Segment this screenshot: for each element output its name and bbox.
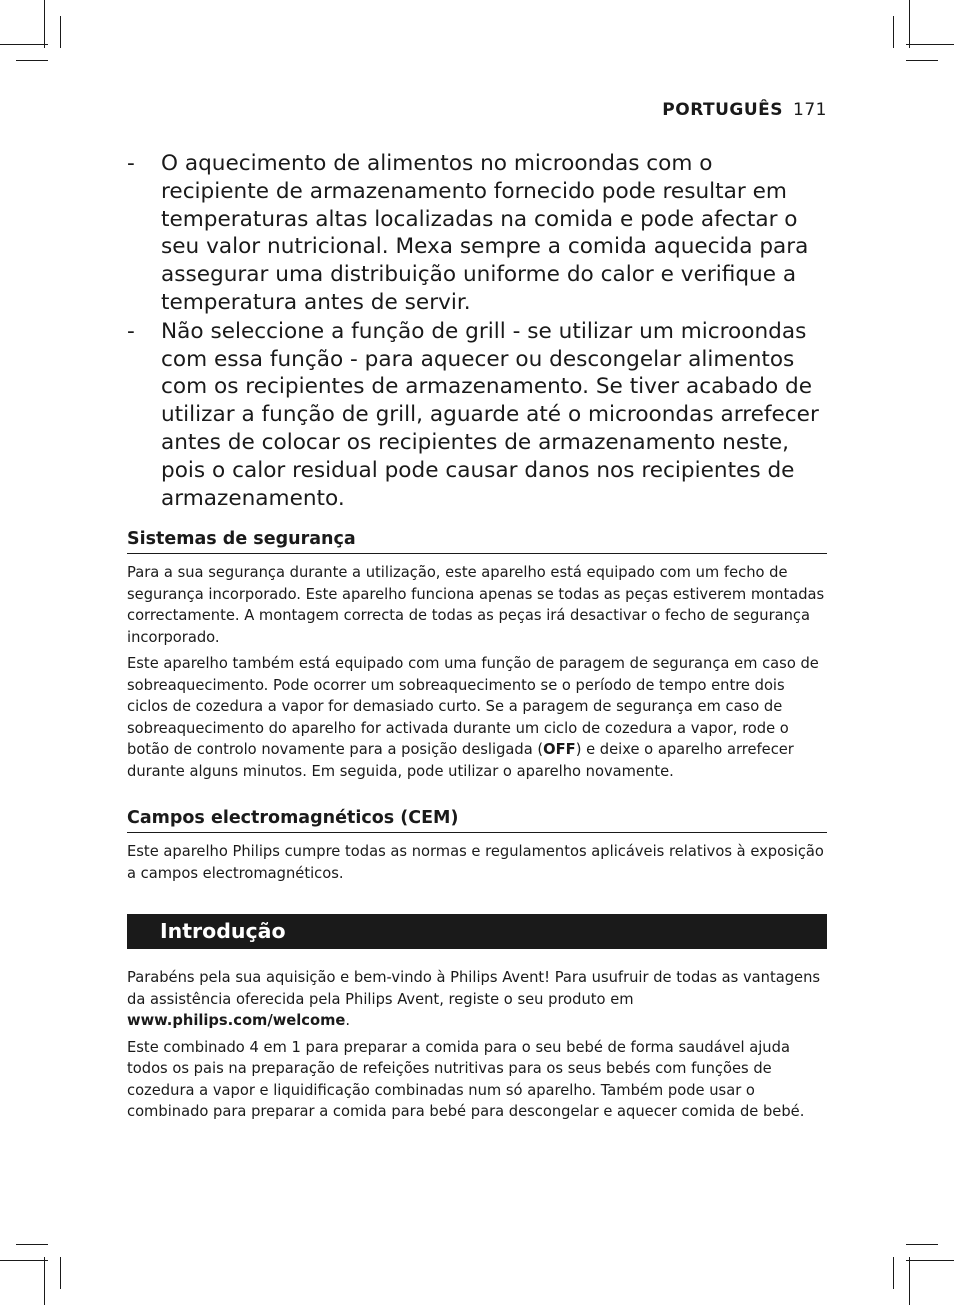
crop-mark <box>909 1257 910 1305</box>
crop-mark <box>906 1260 954 1261</box>
text-span: Parabéns pela sua aquisição e bem-vindo à Philips Avent! Para usufruir de todas as vantagens da assistência oferecida pela Philips Avent, registe o seu produto em <box>127 969 821 1008</box>
section-title-safety: Sistemas de segurança <box>127 529 827 554</box>
text-span: Este aparelho também está equipado com uma função de paragem de segurança em caso de sobreaquecimento. Pode ocorrer um sobreaquecimento se o período de tempo entre dois ciclos de cozedura a vapor for demasiado curto. Se a paragem de segurança em caso de sobreaquecimento do aparelho for activada durante um ciclo de cozedura a vapor, rode o botão de controlo novamente para a posição desligada ( <box>127 655 819 759</box>
crop-mark <box>909 0 910 48</box>
section-banner-intro: Introdução <box>127 914 827 949</box>
crop-mark <box>44 1257 45 1305</box>
list-item <box>127 150 827 317</box>
crop-mark <box>906 1244 938 1245</box>
crop-mark <box>16 60 48 61</box>
intro-paragraph-1 <box>127 967 827 1032</box>
list-item-text: Não seleccione a função de grill - se utilizar um microondas com essa função - para aquecer ou descongelar alimentos com os recipientes de armazenamento. Se tiver acabado de utilizar a função de grill, aguarde até o microondas arrefecer antes de colocar os recipientes de armazenamento neste, pois o calor residual pode causar danos nos recipientes de armazenamento. <box>161 318 819 511</box>
section-title-emf: Campos electromagnéticos (CEM) <box>127 808 827 833</box>
safety-paragraph-2 <box>127 653 827 782</box>
bullet-dash: - <box>127 318 135 344</box>
page-number: 171 <box>793 100 827 120</box>
text-span: ) e deixe o aparelho arrefecer durante alguns minutos. Em seguida, pode utilizar o aparelho novamente. <box>127 741 794 780</box>
website-link[interactable]: www.philips.com/welcome <box>127 1012 346 1030</box>
off-label: OFF <box>543 741 576 759</box>
crop-mark <box>44 0 45 48</box>
list-item-text: O aquecimento de alimentos no microondas com o recipiente de armazenamento fornecido pode resultar em temperaturas altas localizadas na comida e pode afectar o seu valor nutricional. Mexa sempre a comida aquecida para assegurar uma distribuição uniforme do calor e verifique a temperatura antes de servir. <box>161 151 809 315</box>
crop-mark <box>16 1244 48 1245</box>
page-content <box>127 150 827 1128</box>
crop-mark <box>906 60 938 61</box>
crop-mark <box>0 44 48 45</box>
crop-mark <box>906 44 954 45</box>
language-label: PORTUGUÊS <box>662 100 784 120</box>
emf-paragraph: Este aparelho Philips cumpre todas as normas e regulamentos aplicáveis relativos à exposição a campos electromagnéticos. <box>127 843 824 882</box>
intro-paragraph-2: Este combinado 4 em 1 para preparar a comida para o seu bebé de forma saudável ajuda todos os pais na preparação de refeições nutritivas para os seus bebés com funções de cozedura a vapor e liquidificação combinadas num só aparelho. Também pode usar o combinado para preparar a comida para bebé para descongelar e aquecer comida de bebé. <box>127 1038 805 1121</box>
warning-list <box>127 150 827 512</box>
crop-mark <box>893 1257 894 1289</box>
crop-mark <box>60 1257 61 1289</box>
crop-mark <box>60 16 61 48</box>
list-item <box>127 318 827 513</box>
crop-mark <box>893 16 894 48</box>
text-span: . <box>345 1012 351 1030</box>
crop-mark <box>0 1260 48 1261</box>
bullet-dash: - <box>127 151 135 176</box>
safety-paragraph-1: Para a sua segurança durante a utilização, este aparelho está equipado com um fecho de segurança incorporado. Este aparelho funciona apenas se todas as peças estiverem montadas correctamente. A montagem correcta de todas as peças irá desactivar o fecho de segurança incorporado. <box>127 564 825 646</box>
page-header <box>662 100 827 120</box>
